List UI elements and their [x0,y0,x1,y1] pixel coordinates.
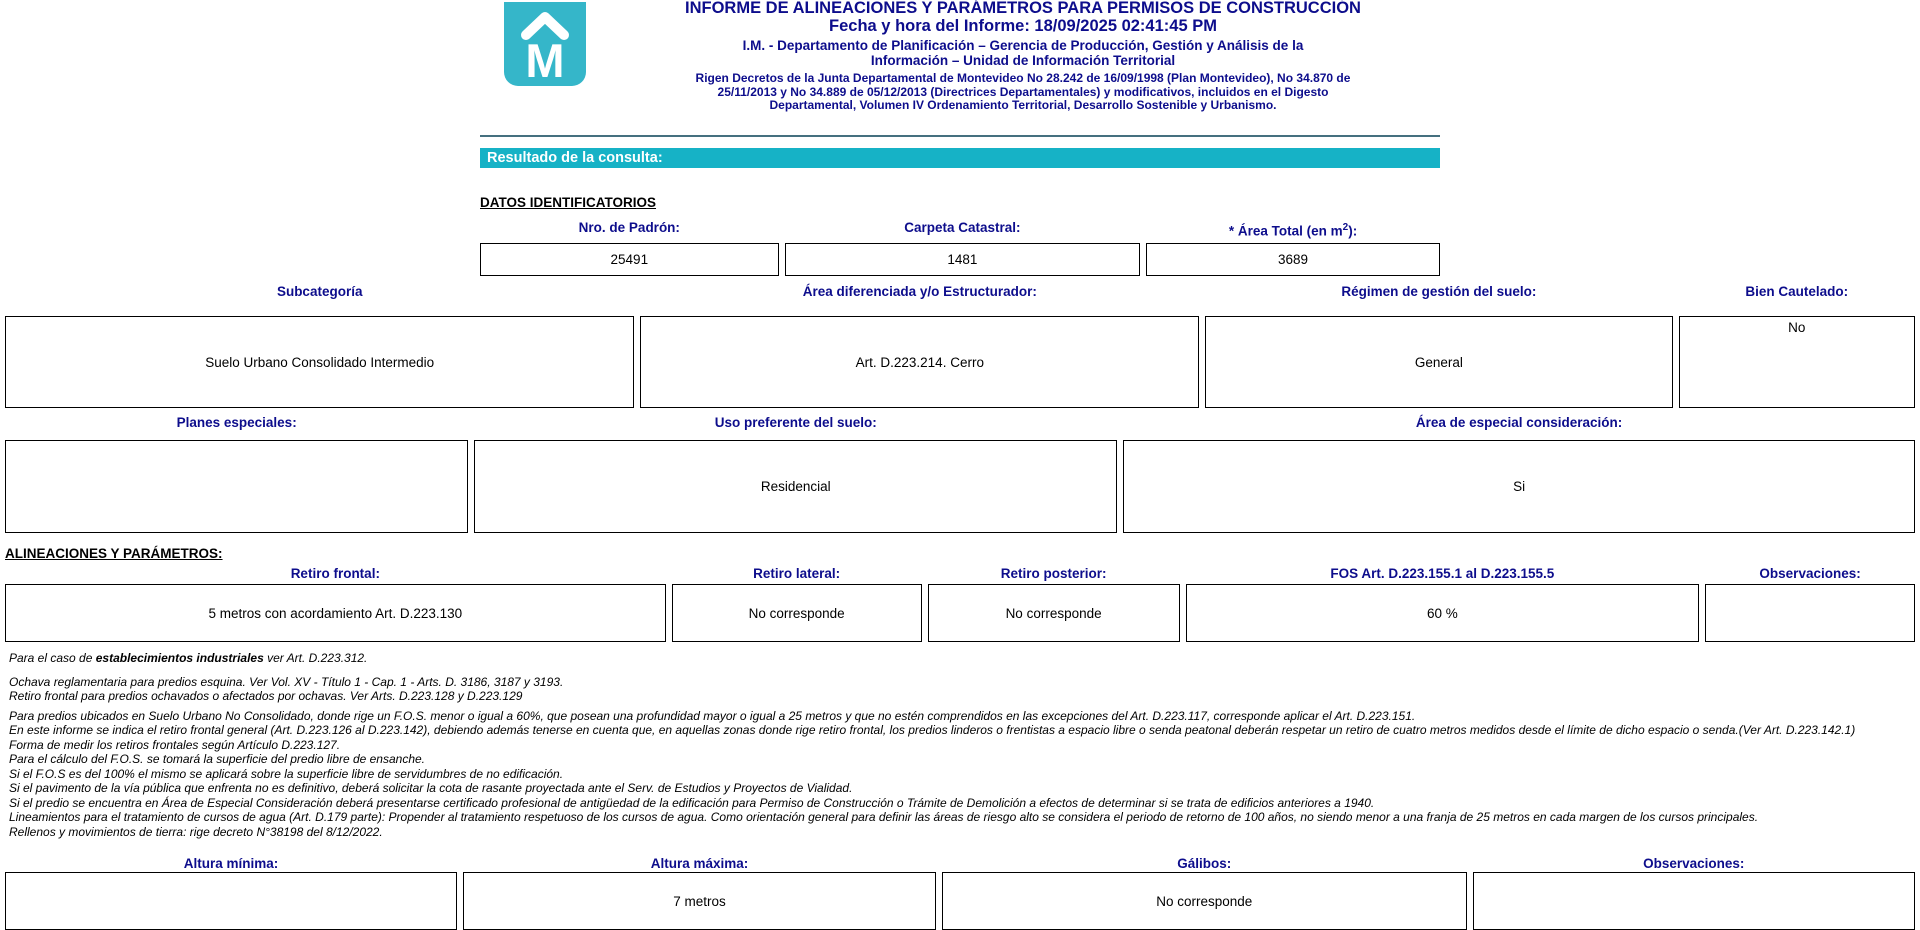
note-industriales-pre: Para el caso de [9,651,96,665]
datos-values-row [480,243,1440,276]
value-uso-preferente: Residencial [474,440,1117,533]
label-observaciones-bottom: Observaciones: [1643,856,1745,871]
label-subcategoria: Subcategoría [276,284,363,299]
value-retiro-posterior: No corresponde [928,584,1180,642]
row1-labels [5,284,1915,299]
label-retiro-frontal: Retiro frontal: [290,566,380,581]
value-altura-maxima: 7 metros [463,872,936,930]
note-paragraph: Retiro frontal para predios ochavados o afectados por ochavas. Ver Arts. D.223.128 y D.223.129 [9,689,523,703]
label-galibos: Gálibos: [1177,856,1232,871]
department-line-2: Información – Unidad de Información Territorial [870,52,1176,68]
value-observaciones [1705,584,1915,642]
field-value-carpeta: 1481 [785,243,1140,276]
note-industriales-bold: establecimientos industriales [95,651,264,665]
decree-line-2: 25/11/2013 y No 34.889 de 05/12/2013 (Directrices Departamentales) y modificativos, incluidos en el Digesto [717,84,1329,99]
row2-values [5,440,1915,533]
report-datetime: Fecha y hora del Informe: 18/09/2025 02:41:45 PM [829,17,1217,35]
area-label-post: ): [1348,223,1358,238]
value-area-diferenciada: Art. D.223.214. Cerro [640,316,1199,408]
label-area-diferenciada: Área diferenciada y/o Estructurador: [802,284,1037,299]
field-value-padron: 25491 [480,243,779,276]
field-value-area-total: 3689 [1146,243,1440,276]
label-observaciones: Observaciones: [1759,566,1861,581]
value-retiro-frontal: 5 metros con acordamiento Art. D.223.130 [5,584,666,642]
result-bar-label: Resultado de la consulta: [487,149,663,166]
row3-values [5,584,1915,642]
label-fos: FOS Art. D.223.155.1 al D.223.155.5 [1330,566,1555,581]
note-industriales-post: ver Art. D.223.312. [263,651,368,665]
value-subcategoria: Suelo Urbano Consolidado Intermedio [5,316,634,408]
decree-line-3: Departamental, Volumen IV Ordenamiento Territorial, Desarrollo Sostenible y Urbanismo. [769,98,1277,112]
row3-labels [5,566,1915,581]
value-observaciones-bottom [1473,872,1915,930]
row4-values [5,872,1915,930]
note-paragraph: En este informe se indica el retiro frontal general (Art. D.223.126 al D.223.142), debiendo además tenerse en cuenta que, en aquellas zonas donde rige retiro frontal, los predios linderos o frentistas a espacio libre o senda peatonal deberán respetar un retiro de cuatro metros medidos desde el límite de dicho espacio o senda.(Ver Art. D.223.142.1) [9,723,1856,737]
note-paragraph: Si el predio se encuentra en Área de Especial Consideración deberá presentarse certificado profesional de antigüedad de la edificación para Permiso de Construcción o Trámite de Demolición a efectos de determinar si se trata de edificios anteriores a 1940. [9,795,1375,810]
department-line-1: I.M. - Departamento de Planificación – Gerencia de Producción, Gestión y Análisis de la [742,38,1304,53]
label-planes-especiales: Planes especiales: [176,415,297,430]
value-altura-minima [5,872,457,930]
header-divider [480,135,1440,137]
area-label-pre: * Área Total (en m [1228,223,1343,238]
area-label-sup: 2 [1342,221,1349,233]
field-label-area-total [1146,220,1440,239]
note-paragraph: Rellenos y movimientos de tierra: rige decreto N°38198 del 8/12/2022. [9,824,383,839]
legal-notes [9,651,1911,839]
section-title-alineaciones: ALINEACIONES Y PARÁMETROS: [5,546,223,561]
note-paragraph: Ochava reglamentaria para predios esquina. Ver Vol. XV - Título 1 - Cap. 1 - Arts. D. 3186, 3187 y 3193. [9,674,564,689]
decree-line-1: Rigen Decretos de la Junta Departamental de Montevideo No 28.242 de 16/09/1998 (Plan Montevideo), No 34.870 de [695,71,1351,85]
label-altura-minima: Altura mínima: [183,856,279,871]
row2-labels [5,415,1915,430]
label-retiro-posterior: Retiro posterior: [1000,566,1107,581]
label-altura-maxima: Altura máxima: [650,856,749,871]
note-paragraph: Para predios ubicados en Suelo Urbano No Consolidado, donde rige un F.O.S. menor o igual a 60%, que posean una profundidad mayor o igual a 25 metros y que no estén comprendidos en las excepciones del Art. D.223.117, corresponde aplicar el Art. D.223.151. [9,708,1416,723]
label-area-especial: Área de especial consideración: [1415,415,1623,430]
value-planes-especiales [5,440,468,533]
field-label-carpeta: Carpeta Catastral: [904,219,1021,235]
note-paragraph: Forma de medir los retiros frontales según Artículo D.223.127. [9,737,341,752]
logo-letter: M [525,34,565,86]
value-fos: 60 % [1186,584,1700,642]
note-industriales [9,651,1911,666]
label-retiro-lateral: Retiro lateral: [753,566,841,581]
result-bar [480,148,1440,168]
label-uso-preferente: Uso preferente del suelo: [714,415,877,430]
note-paragraph: Para el cálculo del F.O.S. se tomará la superficie del predio libre de ensanche. [9,752,426,766]
report-title: INFORME DE ALINEACIONES Y PARÁMETROS PARA PERMISOS DE CONSTRUCCIÓN [685,0,1361,17]
row1-values [5,316,1915,408]
montevideo-logo-icon [504,2,586,86]
header-text-block [586,0,1460,113]
value-retiro-lateral: No corresponde [672,584,922,642]
note-paragraph: Si el pavimento de la vía pública que enfrenta no es definitivo, deberá solicitar la cota de rasante proyectada ante el Serv. de Estudios y Proyectos de Vialidad. [9,781,853,795]
note-paragraph: Si el F.O.S es del 100% el mismo se aplicará sobre la superficie libre de servidumbres de no edificación. [9,766,564,781]
value-area-especial: Si [1123,440,1915,533]
datos-labels-row [480,220,1440,239]
value-bien-cautelado: No [1679,316,1916,408]
value-regimen-gestion: General [1205,316,1672,408]
note-paragraph: Lineamientos para el tratamiento de cursos de agua (Art. D.179 parte): Propender al tratamiento respetuoso de los cursos de agua. Como orientación general para definir las áreas de riesgo alto se considera el periodo de retorno de 100 años, no siendo menor a una franja de 25 metros en cada margen de los cursos principales. [9,810,1759,824]
label-bien-cautelado: Bien Cautelado: [1745,284,1849,299]
label-regimen-gestion: Régimen de gestión del suelo: [1341,284,1537,299]
report-header [460,0,1460,113]
row4-labels [5,856,1915,871]
value-galibos: No corresponde [942,872,1467,930]
field-label-padron: Nro. de Padrón: [578,219,680,235]
section-title-datos: DATOS IDENTIFICATORIOS [480,194,657,210]
